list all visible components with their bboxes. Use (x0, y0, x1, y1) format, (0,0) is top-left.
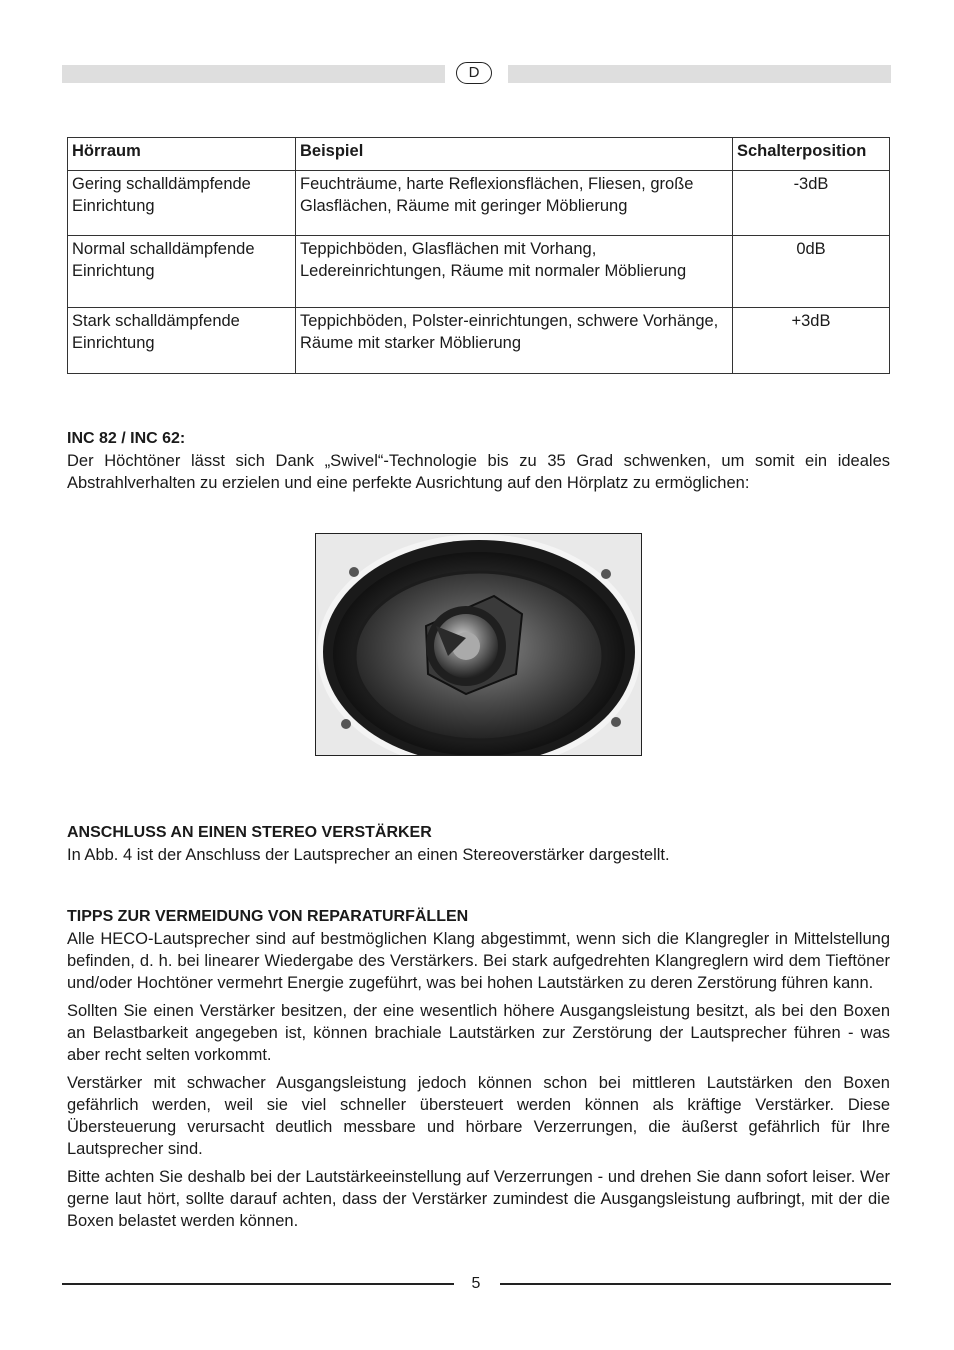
speaker-illustration (316, 534, 642, 756)
cell-position: -3dB (733, 171, 890, 236)
header-bar-left (62, 65, 445, 83)
anschluss-section (67, 822, 890, 866)
tipps-paragraph: Alle HECO-Lautsprecher sind auf bestmöglichen Klang abgestimmt, wenn sich die Klangregler in Mittelstellung befinden, d. h. bei linearer Wiedergabe des Verstärkers. Bei stark aufgedrehten Klangreglern wird dem Tieftöner und/oder Hochtöner vermehrt Energie zugeführt, was bei hohen Lautstärken zu deren Zerstörung führen kann. (67, 930, 890, 992)
cell-example: Feuchträume, harte Reflexionsflächen, Fliesen, große Glasflächen, Räume mit geringer Möblierung (296, 171, 733, 236)
inc-text: Der Höchtöner lässt sich Dank „Swivel“-Technologie bis zu 35 Grad schwenken, um somit ein ideales Abstrahlverhalten zu erzielen und eine perfekte Ausrichtung auf den Hörplatz zu ermöglichen: (67, 452, 890, 492)
column-header-position: Schalterposition (733, 138, 890, 171)
cell-example: Teppichböden, Glasflächen mit Vorhang, Ledereinrichtungen, Räume mit normaler Möblierung (296, 236, 733, 308)
tipps-heading: TIPPS ZUR VERMEIDUNG VON REPARATURFÄLLEN (67, 908, 469, 925)
cell-room: Gering schalldämpfende Einrichtung (68, 171, 296, 236)
anschluss-heading: ANSCHLUSS AN EINEN STEREO VERSTÄRKER (67, 824, 432, 841)
header-bar-right (508, 65, 891, 83)
footer-line-left (62, 1283, 454, 1285)
page-number: 5 (471, 1275, 481, 1292)
cell-room: Normal schalldämpfende Einrichtung (68, 236, 296, 308)
inc-heading: INC 82 / INC 62: (67, 430, 186, 447)
anschluss-text: In Abb. 4 ist der Anschluss der Lautsprecher an einen Stereoverstärker dargestellt. (67, 846, 670, 864)
table-row (68, 171, 890, 236)
column-header-example: Beispiel (296, 138, 733, 171)
table-header-row (68, 138, 890, 171)
tipps-paragraph: Sollten Sie einen Verstärker besitzen, der eine wesentlich höhere Ausgangsleistung besitzt, als bei den Boxen an Belastbarkeit angegeben ist, können brachiale Lautstärken zur Zerstörung der Lautsprecher führen - was aber recht selten vorkommt. (67, 1002, 890, 1064)
inc-section (67, 428, 890, 494)
tipps-section (67, 906, 890, 1232)
cell-room: Stark schalldämpfende Einrichtung (68, 308, 296, 374)
tipps-paragraph: Verstärker mit schwacher Ausgangsleistung jedoch können schon bei mittleren Lautstärken den Boxen gefährlich werden, weil sie viel schneller übersteuert werden können als kräftige Verstärker. Diese Übersteuerung verursacht deutlich messbare und hörbare Verzerrungen, die äußerst gefährlich für Ihre Lautsprecher sind. (67, 1074, 890, 1158)
speaker-photo (315, 533, 642, 756)
tipps-paragraph: Bitte achten Sie deshalb bei der Lautstärkeeinstellung auf Verzerrungen - und drehen Sie dann sofort leiser. Wer gerne laut hört, sollte darauf achten, dass der Verstärker zumindest die Ausgangsleistung aufbringt, mit der die Boxen belastet werden können. (67, 1168, 890, 1230)
language-badge: D (456, 62, 492, 84)
switch-position-table (67, 137, 890, 374)
cell-position: 0dB (733, 236, 890, 308)
cell-example: Teppichböden, Polster-einrichtungen, schwere Vorhänge, Räume mit starker Möblierung (296, 308, 733, 374)
cell-position: +3dB (733, 308, 890, 374)
table-row (68, 308, 890, 374)
table-row (68, 236, 890, 308)
column-header-room: Hörraum (68, 138, 296, 171)
footer-line-right (500, 1283, 891, 1285)
